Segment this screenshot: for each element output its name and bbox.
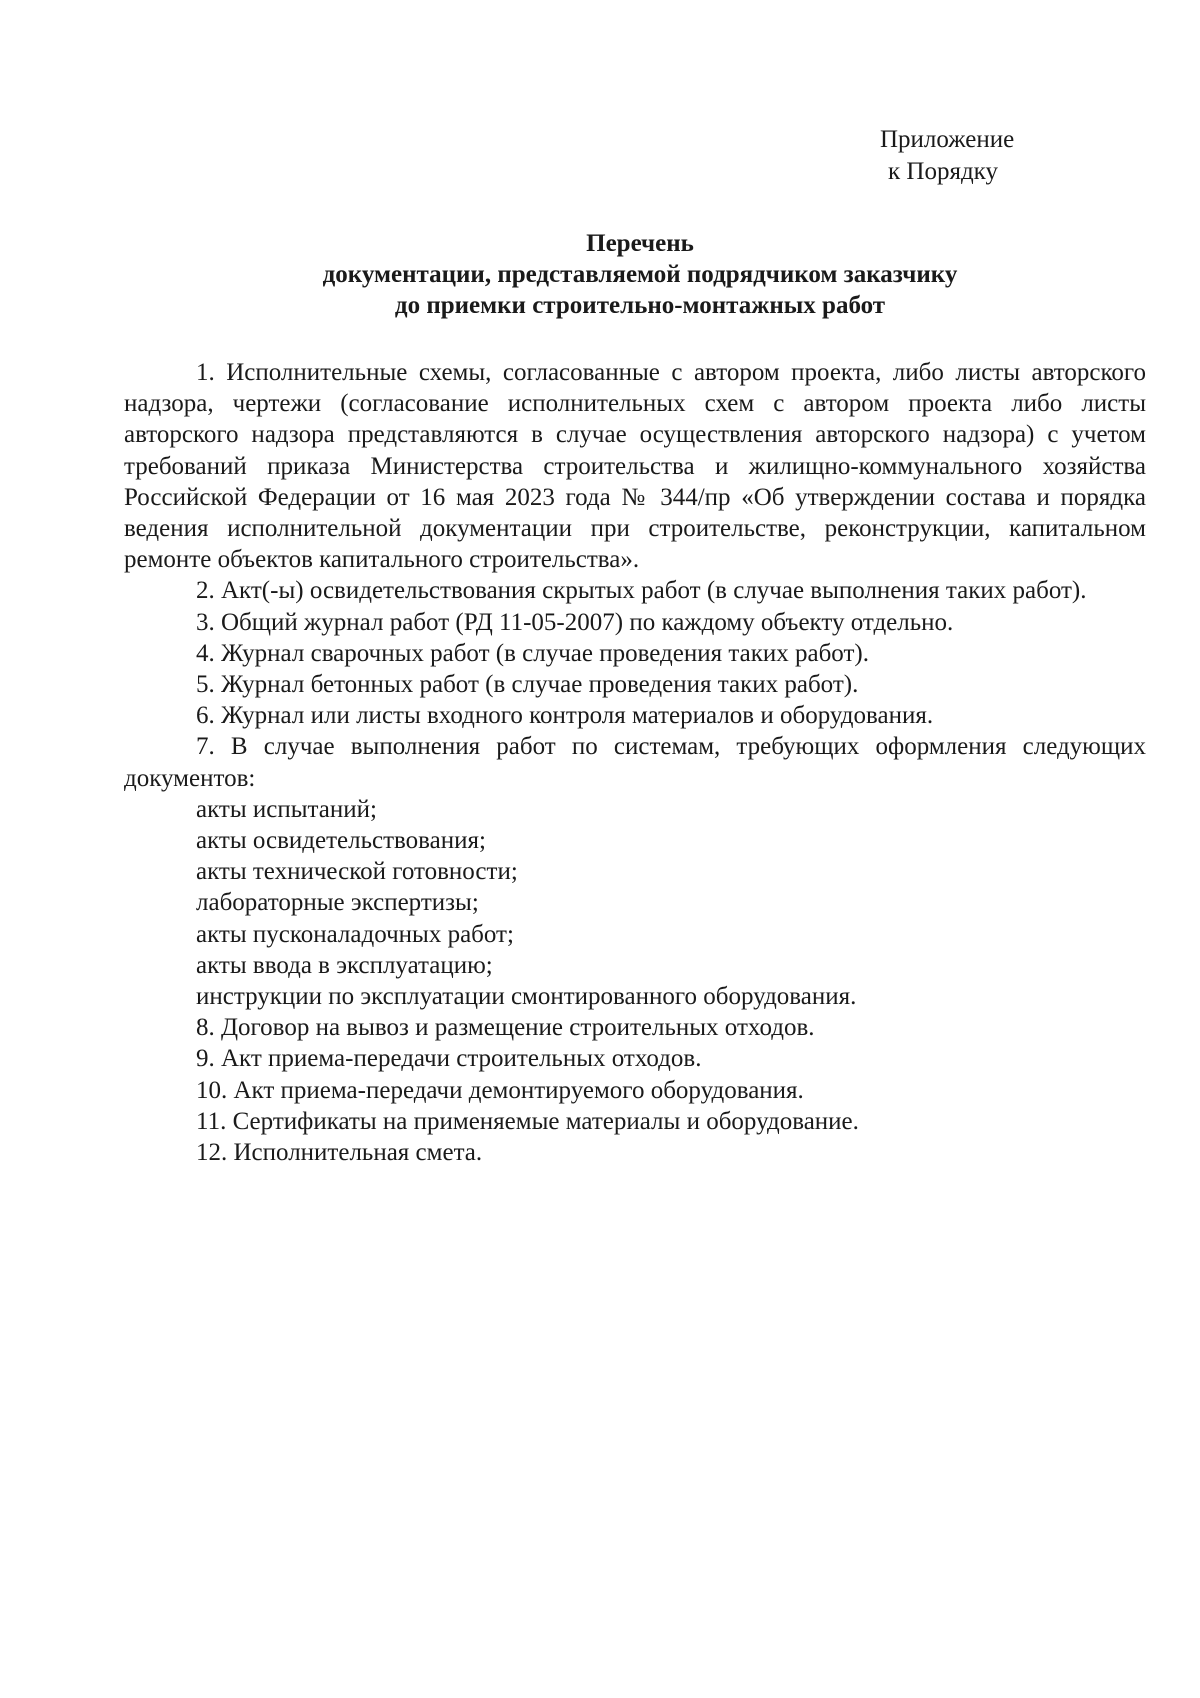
list-item-1: 1. Исполнительные схемы, согласованные с автором проекта, либо листы авторского надзора, чертежи (согласование исполнительных схем с автором проекта либо листы авторского надзора представляются в случае осуществления авторского надзора) с учетом требований приказа Министерства строительства и жилищно-коммунального хозяйства Российской Федерации от 16 мая 2023 года № 344/пр «Об утверждении состава и порядка ведения исполнительной документации при строительстве, реконструкции, капитальном ремонте объектов капитального строительства». bbox=[124, 359, 1146, 574]
list-item-5: 5. Журнал бетонных работ (в случае проведения таких работ). bbox=[196, 671, 859, 699]
sub-item-4: лабораторные экспертизы; bbox=[196, 889, 479, 917]
attachment-line-1: Приложение bbox=[880, 126, 1015, 153]
list-item-12: 12. Исполнительная смета. bbox=[196, 1139, 483, 1167]
document-body bbox=[124, 357, 1146, 1168]
title-line-3: до приемки строительно-монтажных работ bbox=[394, 292, 886, 319]
attachment-note bbox=[880, 124, 1014, 188]
list-item-9: 9. Акт приема-передачи строительных отходов. bbox=[196, 1045, 702, 1073]
list-item-10: 10. Акт приема-передачи демонтируемого оборудования. bbox=[196, 1076, 804, 1104]
list-item-4: 4. Журнал сварочных работ (в случае проведения таких работ). bbox=[196, 639, 869, 667]
title-line-1: Перечень bbox=[586, 230, 694, 257]
list-item-6: 6. Журнал или листы входного контроля материалов и оборудования. bbox=[196, 702, 934, 730]
list-item-2: 2. Акт(-ы) освидетельствования скрытых работ (в случае выполнения таких работ). bbox=[196, 577, 1087, 605]
list-item-11: 11. Сертификаты на применяемые материалы и оборудование. bbox=[196, 1107, 859, 1135]
attachment-line-2: к Порядку bbox=[888, 158, 998, 185]
document-title bbox=[130, 228, 1150, 321]
list-item-7: 7. В случае выполнения работ по системам, требующих оформления следующих документов: bbox=[124, 733, 1146, 792]
sub-item-6: акты ввода в эксплуатацию; bbox=[196, 951, 493, 979]
sub-item-7: инструкции по эксплуатации смонтированного оборудования. bbox=[196, 983, 857, 1011]
title-line-2: документации, представляемой подрядчиком заказчику bbox=[322, 261, 958, 288]
list-item-8: 8. Договор на вывоз и размещение строительных отходов. bbox=[196, 1014, 815, 1042]
sub-item-2: акты освидетельствования; bbox=[196, 827, 486, 855]
sub-item-3: акты технической готовности; bbox=[196, 858, 518, 886]
sub-item-5: акты пусконаладочных работ; bbox=[196, 920, 514, 948]
list-item-3: 3. Общий журнал работ (РД 11-05-2007) по каждому объекту отдельно. bbox=[196, 608, 954, 636]
sub-item-1: акты испытаний; bbox=[196, 795, 377, 823]
